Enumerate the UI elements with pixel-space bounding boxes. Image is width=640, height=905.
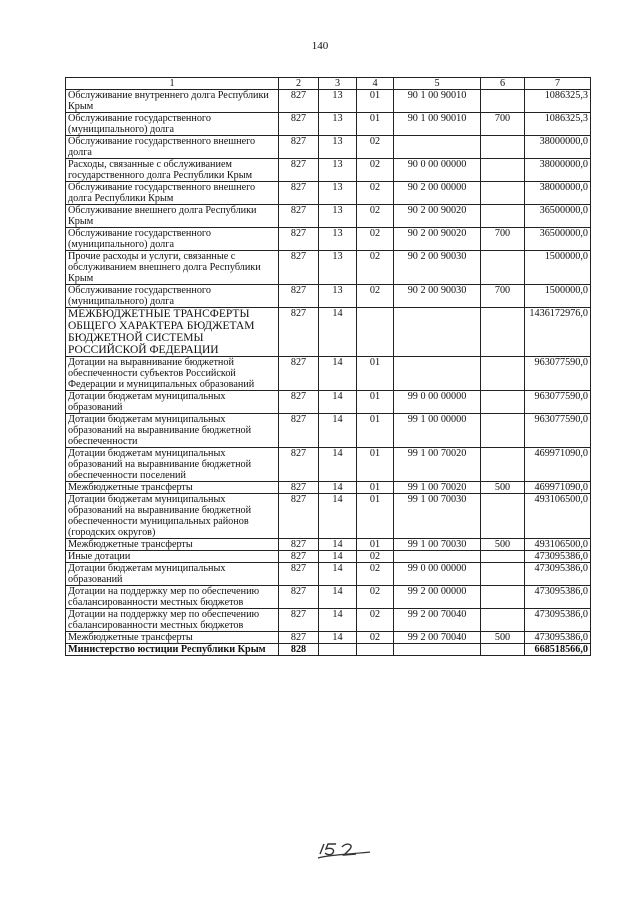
code-cell: 99 1 00 70020	[394, 482, 481, 494]
code-cell: 827	[279, 357, 319, 391]
column-header: 4	[357, 78, 394, 90]
code-cell: 01	[357, 357, 394, 391]
column-header: 3	[319, 78, 357, 90]
code-cell: 99 2 00 00000	[394, 586, 481, 609]
row-name-cell: Обслуживание государственного (муниципального) долга	[66, 285, 279, 308]
code-cell: 827	[279, 205, 319, 228]
code-cell: 827	[279, 609, 319, 632]
code-cell: 13	[319, 113, 357, 136]
code-cell: 14	[319, 563, 357, 586]
column-header: 2	[279, 78, 319, 90]
table-row	[66, 113, 591, 136]
code-cell	[357, 308, 394, 357]
amount-cell: 963077590,0	[525, 357, 591, 391]
code-cell: 827	[279, 448, 319, 482]
amount-cell: 1436172976,0	[525, 308, 591, 357]
code-cell: 13	[319, 90, 357, 113]
code-cell: 13	[319, 159, 357, 182]
table-row	[66, 414, 591, 448]
code-cell: 827	[279, 551, 319, 563]
code-cell: 827	[279, 632, 319, 644]
amount-cell: 38000000,0	[525, 159, 591, 182]
code-cell	[481, 391, 525, 414]
code-cell: 90 1 00 90010	[394, 113, 481, 136]
code-cell	[481, 644, 525, 656]
table-row	[66, 357, 591, 391]
code-cell	[481, 357, 525, 391]
row-name-cell: МЕЖБЮДЖЕТНЫЕ ТРАНСФЕРТЫ ОБЩЕГО ХАРАКТЕРА БЮДЖЕТАМ БЮДЖЕТНОЙ СИСТЕМЫ РОССИЙСКОЙ ФЕДЕРАЦИИ	[66, 308, 279, 357]
code-cell	[481, 90, 525, 113]
code-cell: 827	[279, 182, 319, 205]
table-row	[66, 391, 591, 414]
code-cell: 827	[279, 563, 319, 586]
table-row	[66, 551, 591, 563]
row-name-cell: Дотации бюджетам муниципальных образований	[66, 563, 279, 586]
table-row	[66, 205, 591, 228]
code-cell: 827	[279, 308, 319, 357]
row-name-cell: Обслуживание государственного (муниципального) долга	[66, 113, 279, 136]
code-cell: 02	[357, 251, 394, 285]
amount-cell: 473095386,0	[525, 551, 591, 563]
code-cell: 99 1 00 70020	[394, 448, 481, 482]
code-cell: 14	[319, 586, 357, 609]
page-number: 140	[311, 40, 329, 52]
code-cell: 02	[357, 228, 394, 251]
amount-cell: 668518566,0	[525, 644, 591, 656]
code-cell: 02	[357, 285, 394, 308]
code-cell: 14	[319, 539, 357, 551]
code-cell	[394, 308, 481, 357]
code-cell: 13	[319, 285, 357, 308]
code-cell: 99 2 00 70040	[394, 632, 481, 644]
code-cell	[481, 136, 525, 159]
row-name-cell: Межбюджетные трансферты	[66, 632, 279, 644]
column-header: 5	[394, 78, 481, 90]
amount-cell: 36500000,0	[525, 228, 591, 251]
code-cell: 500	[481, 539, 525, 551]
code-cell: 827	[279, 494, 319, 539]
row-name-cell: Обслуживание внутреннего долга Республики Крым	[66, 90, 279, 113]
table-row	[66, 136, 591, 159]
code-cell: 02	[357, 551, 394, 563]
amount-cell: 473095386,0	[525, 563, 591, 586]
column-header: 7	[525, 78, 591, 90]
amount-cell: 1086325,3	[525, 113, 591, 136]
code-cell	[481, 414, 525, 448]
table-row	[66, 609, 591, 632]
code-cell: 827	[279, 539, 319, 551]
code-cell	[481, 586, 525, 609]
code-cell	[481, 448, 525, 482]
code-cell: 827	[279, 251, 319, 285]
code-cell: 90 2 00 90030	[394, 251, 481, 285]
amount-cell: 493106500,0	[525, 539, 591, 551]
code-cell: 01	[357, 414, 394, 448]
code-cell: 99 2 00 70040	[394, 609, 481, 632]
row-name-cell: Дотации бюджетам муниципальных образований на выравнивание бюджетной обеспеченности поселений	[66, 448, 279, 482]
amount-cell: 1500000,0	[525, 251, 591, 285]
code-cell: 01	[357, 539, 394, 551]
table-row	[66, 644, 591, 656]
code-cell	[481, 205, 525, 228]
code-cell: 02	[357, 136, 394, 159]
row-name-cell: Обслуживание государственного внешнего долга Республики Крым	[66, 182, 279, 205]
row-name-cell: Дотации бюджетам муниципальных образований на выравнивание бюджетной обеспеченности	[66, 414, 279, 448]
table-row	[66, 632, 591, 644]
code-cell: 500	[481, 482, 525, 494]
table-row	[66, 539, 591, 551]
code-cell: 700	[481, 113, 525, 136]
code-cell	[394, 644, 481, 656]
row-name-cell: Министерство юстиции Республики Крым	[66, 644, 279, 656]
table-row	[66, 228, 591, 251]
code-cell: 99 1 00 70030	[394, 539, 481, 551]
table-row	[66, 182, 591, 205]
amount-cell: 1500000,0	[525, 285, 591, 308]
table-row	[66, 563, 591, 586]
table-row	[66, 90, 591, 113]
code-cell: 99 0 00 00000	[394, 391, 481, 414]
table-row	[66, 251, 591, 285]
table-row	[66, 308, 591, 357]
code-cell: 01	[357, 391, 394, 414]
amount-cell: 963077590,0	[525, 414, 591, 448]
code-cell: 14	[319, 551, 357, 563]
row-name-cell: Прочие расходы и услуги, связанные с обслуживанием внешнего долга Республики Крым	[66, 251, 279, 285]
code-cell: 13	[319, 205, 357, 228]
row-name-cell: Обслуживание государственного внешнего долга	[66, 136, 279, 159]
code-cell	[357, 644, 394, 656]
code-cell: 99 1 00 00000	[394, 414, 481, 448]
code-cell	[394, 136, 481, 159]
code-cell: 14	[319, 609, 357, 632]
code-cell: 827	[279, 228, 319, 251]
table-row	[66, 586, 591, 609]
code-cell: 02	[357, 182, 394, 205]
code-cell	[481, 494, 525, 539]
code-cell	[481, 609, 525, 632]
code-cell: 827	[279, 113, 319, 136]
table-row	[66, 448, 591, 482]
code-cell: 02	[357, 205, 394, 228]
code-cell: 90 2 00 90020	[394, 205, 481, 228]
code-cell: 90 0 00 00000	[394, 159, 481, 182]
row-name-cell: Дотации бюджетам муниципальных образований	[66, 391, 279, 414]
code-cell: 90 2 00 00000	[394, 182, 481, 205]
row-name-cell: Обслуживание внешнего долга Республики Крым	[66, 205, 279, 228]
code-cell	[481, 551, 525, 563]
code-cell: 827	[279, 90, 319, 113]
code-cell: 14	[319, 632, 357, 644]
code-cell	[394, 357, 481, 391]
column-header: 1	[66, 78, 279, 90]
code-cell	[319, 644, 357, 656]
code-cell: 828	[279, 644, 319, 656]
code-cell: 827	[279, 482, 319, 494]
row-name-cell: Дотации бюджетам муниципальных образований на выравнивание бюджетной обеспеченности муниципальных районов (городских округов)	[66, 494, 279, 539]
amount-cell: 473095386,0	[525, 586, 591, 609]
table-body	[66, 90, 591, 656]
amount-cell: 36500000,0	[525, 205, 591, 228]
code-cell: 13	[319, 251, 357, 285]
code-cell: 14	[319, 308, 357, 357]
code-cell: 13	[319, 228, 357, 251]
code-cell: 02	[357, 159, 394, 182]
code-cell: 14	[319, 357, 357, 391]
row-name-cell: Межбюджетные трансферты	[66, 539, 279, 551]
code-cell: 13	[319, 182, 357, 205]
code-cell: 02	[357, 586, 394, 609]
amount-cell: 469971090,0	[525, 448, 591, 482]
amount-cell: 38000000,0	[525, 182, 591, 205]
code-cell: 99 0 00 00000	[394, 563, 481, 586]
row-name-cell: Расходы, связанные с обслуживанием государственного долга Республики Крым	[66, 159, 279, 182]
code-cell: 02	[357, 563, 394, 586]
code-cell: 90 1 00 90010	[394, 90, 481, 113]
amount-cell: 1086325,3	[525, 90, 591, 113]
handwritten-page-number	[314, 840, 374, 862]
amount-cell: 473095386,0	[525, 609, 591, 632]
amount-cell: 493106500,0	[525, 494, 591, 539]
code-cell	[481, 182, 525, 205]
code-cell: 01	[357, 90, 394, 113]
column-header: 6	[481, 78, 525, 90]
code-cell: 827	[279, 285, 319, 308]
amount-cell: 38000000,0	[525, 136, 591, 159]
code-cell	[481, 251, 525, 285]
row-name-cell: Обслуживание государственного (муниципального) долга	[66, 228, 279, 251]
row-name-cell: Дотации на поддержку мер по обеспечению сбалансированности местных бюджетов	[66, 609, 279, 632]
code-cell	[481, 308, 525, 357]
amount-cell: 469971090,0	[525, 482, 591, 494]
code-cell: 700	[481, 285, 525, 308]
table-row	[66, 285, 591, 308]
row-name-cell: Межбюджетные трансферты	[66, 482, 279, 494]
code-cell: 14	[319, 494, 357, 539]
table-row	[66, 482, 591, 494]
budget-table	[65, 77, 591, 656]
table-row	[66, 494, 591, 539]
code-cell: 01	[357, 448, 394, 482]
code-cell: 02	[357, 609, 394, 632]
code-cell: 700	[481, 228, 525, 251]
table-row	[66, 159, 591, 182]
code-cell: 827	[279, 414, 319, 448]
code-cell: 14	[319, 414, 357, 448]
amount-cell: 963077590,0	[525, 391, 591, 414]
row-name-cell: Дотации на выравнивание бюджетной обеспеченности субъектов Российской Федерации и муниципальных образований	[66, 357, 279, 391]
code-cell: 90 2 00 90030	[394, 285, 481, 308]
code-cell: 14	[319, 391, 357, 414]
code-cell: 13	[319, 136, 357, 159]
code-cell: 01	[357, 482, 394, 494]
code-cell: 827	[279, 391, 319, 414]
code-cell: 01	[357, 113, 394, 136]
row-name-cell: Дотации на поддержку мер по обеспечению сбалансированности местных бюджетов	[66, 586, 279, 609]
code-cell: 01	[357, 494, 394, 539]
code-cell: 827	[279, 586, 319, 609]
code-cell: 827	[279, 159, 319, 182]
code-cell: 827	[279, 136, 319, 159]
code-cell: 90 2 00 90020	[394, 228, 481, 251]
code-cell: 02	[357, 632, 394, 644]
code-cell	[394, 551, 481, 563]
code-cell: 500	[481, 632, 525, 644]
code-cell: 14	[319, 482, 357, 494]
code-cell: 14	[319, 448, 357, 482]
code-cell	[481, 563, 525, 586]
row-name-cell: Иные дотации	[66, 551, 279, 563]
header-row	[66, 78, 591, 90]
amount-cell: 473095386,0	[525, 632, 591, 644]
code-cell	[481, 159, 525, 182]
code-cell: 99 1 00 70030	[394, 494, 481, 539]
